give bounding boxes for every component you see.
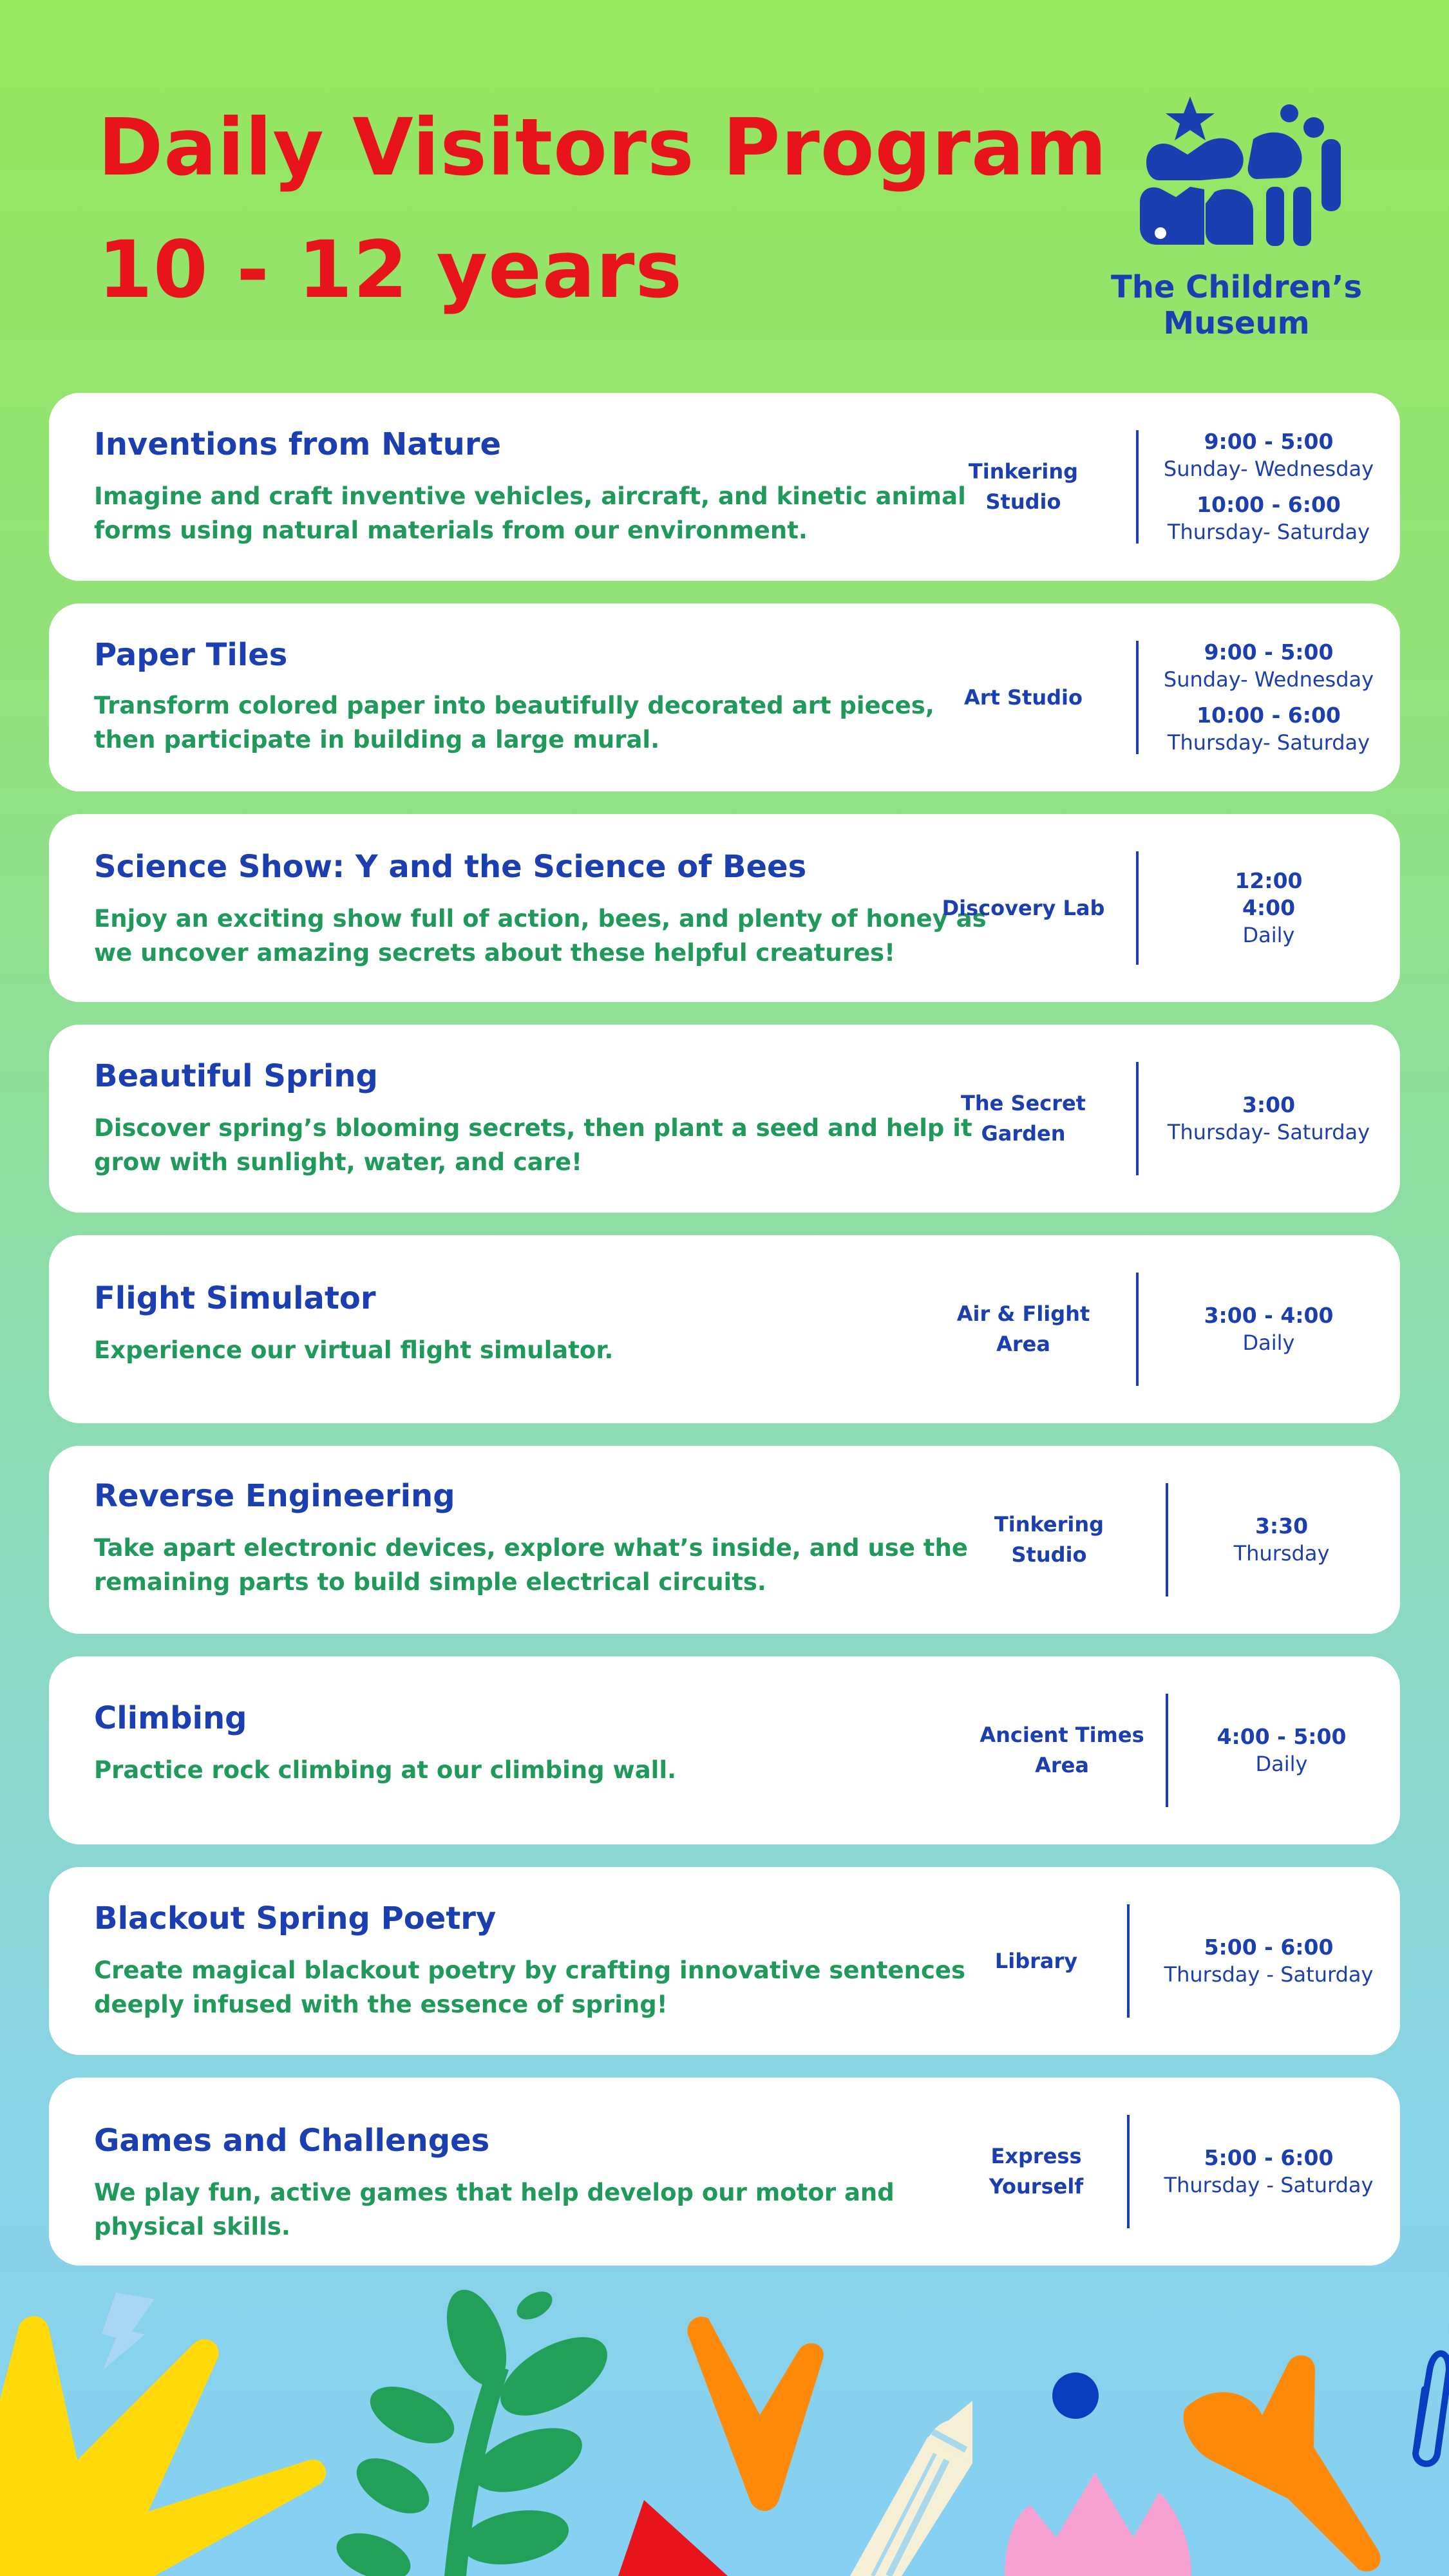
program-description: Transform colored paper into beautifully decorated art pieces, then participate in building a large mural.	[94, 692, 934, 753]
museum-name-line2: Museum	[1163, 305, 1310, 341]
program-title: Games and Challenges	[94, 2123, 490, 2159]
orange-y-icon	[1184, 2355, 1381, 2571]
program-description: Enjoy an exciting show full of action, bees, and plenty of honey as we uncover amazing secrets about these helpful creatures!	[94, 905, 987, 967]
schedule-time: 3:00 - 4:00	[1204, 1303, 1334, 1328]
pencil-icon	[850, 2401, 972, 2576]
divider	[1166, 1694, 1168, 1807]
schedule-days: Thursday	[1233, 1541, 1330, 1566]
program-schedule	[1172, 1446, 1391, 1634]
page-title: Daily Visitors Program	[98, 102, 1108, 193]
program-card	[49, 603, 1400, 791]
schedule-days: Daily	[1255, 1752, 1308, 1776]
program-card	[49, 1867, 1400, 2055]
schedule-time: 4:00	[1242, 895, 1296, 920]
program-location: Discovery Lab	[942, 895, 1105, 920]
divider	[1127, 2115, 1130, 2228]
program-description: Experience our virtual flight simulator.	[94, 1336, 614, 1364]
green-leaves-icon	[330, 2282, 620, 2576]
schedule-time: 5:00 - 6:00	[1204, 1935, 1334, 1960]
program-location: Ancient Times Area	[980, 1723, 1144, 1777]
divider	[1136, 1273, 1139, 1386]
red-triangle-icon	[618, 2500, 728, 2576]
schedule-time: 3:30	[1255, 1513, 1309, 1539]
program-title: Paper Tiles	[94, 637, 288, 673]
orange-v-icon	[687, 2316, 823, 2511]
program-title: Climbing	[94, 1700, 247, 1736]
schedule-days: Thursday- Saturday	[1167, 730, 1370, 755]
program-schedule	[1146, 603, 1391, 791]
program-schedule	[1146, 1025, 1391, 1213]
schedule-days: Sunday- Wednesday	[1163, 667, 1374, 692]
schedule-time: 10:00 - 6:00	[1197, 703, 1341, 728]
program-description: Imagine and craft inventive vehicles, aircraft, and kinetic animal forms using natural materials from our environment.	[94, 482, 966, 544]
schedule-time: 9:00 - 5:00	[1204, 429, 1334, 454]
schedule-time: 12:00	[1235, 868, 1303, 893]
program-schedule	[1146, 2078, 1391, 2266]
program-schedule	[1146, 393, 1391, 581]
schedule-time: 5:00 - 6:00	[1204, 2145, 1334, 2170]
pink-flower-icon	[1005, 2473, 1191, 2576]
program-card	[49, 2078, 1400, 2266]
schedule-days: Thursday- Saturday	[1167, 520, 1370, 544]
schedule-time: 9:00 - 5:00	[1204, 639, 1334, 665]
program-schedule	[1146, 1235, 1391, 1423]
schedule-days: Daily	[1242, 1331, 1295, 1355]
program-card	[49, 393, 1400, 581]
program-location: The Secret Garden	[961, 1091, 1086, 1146]
museum-name-line1: The Children’s	[1110, 269, 1363, 305]
paperclip-icon	[1416, 2354, 1449, 2464]
schedule-time: 3:00	[1242, 1092, 1296, 1117]
schedule-days: Thursday- Saturday	[1167, 1120, 1370, 1144]
program-title: Beautiful Spring	[94, 1058, 378, 1094]
program-card	[49, 814, 1400, 1002]
program-title: Reverse Engineering	[94, 1478, 455, 1514]
program-location: Tinkering Studio	[994, 1512, 1104, 1567]
arabic-logotype	[1121, 90, 1352, 264]
star-icon	[1166, 97, 1215, 140]
program-description: Practice rock climbing at our climbing wall.	[94, 1756, 677, 1784]
program-title: Inventions from Nature	[94, 426, 502, 462]
program-location: Library	[994, 1948, 1078, 1973]
schedule-time: 4:00 - 5:00	[1217, 1724, 1347, 1749]
divider	[1166, 1483, 1168, 1596]
divider	[1136, 430, 1139, 544]
program-card	[49, 1025, 1400, 1213]
schedule-time: 10:00 - 6:00	[1197, 492, 1341, 517]
divider	[1136, 641, 1139, 754]
yellow-burst-icon	[0, 2316, 326, 2576]
blue-dot-icon	[1052, 2372, 1099, 2419]
museum-logo	[1095, 90, 1378, 341]
program-description: Create magical blackout poetry by crafting innovative sentences deeply infused with the essence of spring!	[94, 1956, 965, 2018]
program-location: Air & Flight Area	[956, 1302, 1090, 1356]
program-description: We play fun, active games that help develop our motor and physical skills.	[94, 2179, 895, 2240]
age-range-subtitle: 10 - 12 years	[98, 224, 683, 316]
program-location: Art Studio	[964, 685, 1083, 710]
program-description: Discover spring’s blooming secrets, then plant a seed and help it grow with sunlight, water, and care!	[94, 1114, 972, 1176]
program-card	[49, 1446, 1400, 1634]
program-description: Take apart electronic devices, explore what’s inside, and use the remaining parts to build simple electrical circuits.	[94, 1534, 968, 1596]
program-title: Science Show: Y and the Science of Bees	[94, 849, 807, 885]
decorative-illustrations	[0, 2267, 1449, 2576]
program-schedule	[1146, 814, 1391, 1002]
divider	[1136, 851, 1139, 965]
program-title: Flight Simulator	[94, 1280, 376, 1316]
schedule-days: Thursday - Saturday	[1164, 2173, 1374, 2197]
divider	[1136, 1062, 1139, 1175]
program-card	[49, 1656, 1400, 1844]
program-location: Tinkering Studio	[968, 459, 1079, 514]
program-card	[49, 1235, 1400, 1423]
divider	[1127, 1904, 1130, 2018]
program-schedule	[1146, 1867, 1391, 2055]
program-schedule	[1172, 1656, 1391, 1844]
program-location: Express Yourself	[989, 2144, 1084, 2199]
program-title: Blackout Spring Poetry	[94, 1900, 497, 1937]
schedule-days: Thursday - Saturday	[1164, 1962, 1374, 1987]
light-blue-bolt-icon	[102, 2293, 155, 2370]
schedule-days: Sunday- Wednesday	[1163, 457, 1374, 481]
schedule-days: Daily	[1242, 923, 1295, 947]
